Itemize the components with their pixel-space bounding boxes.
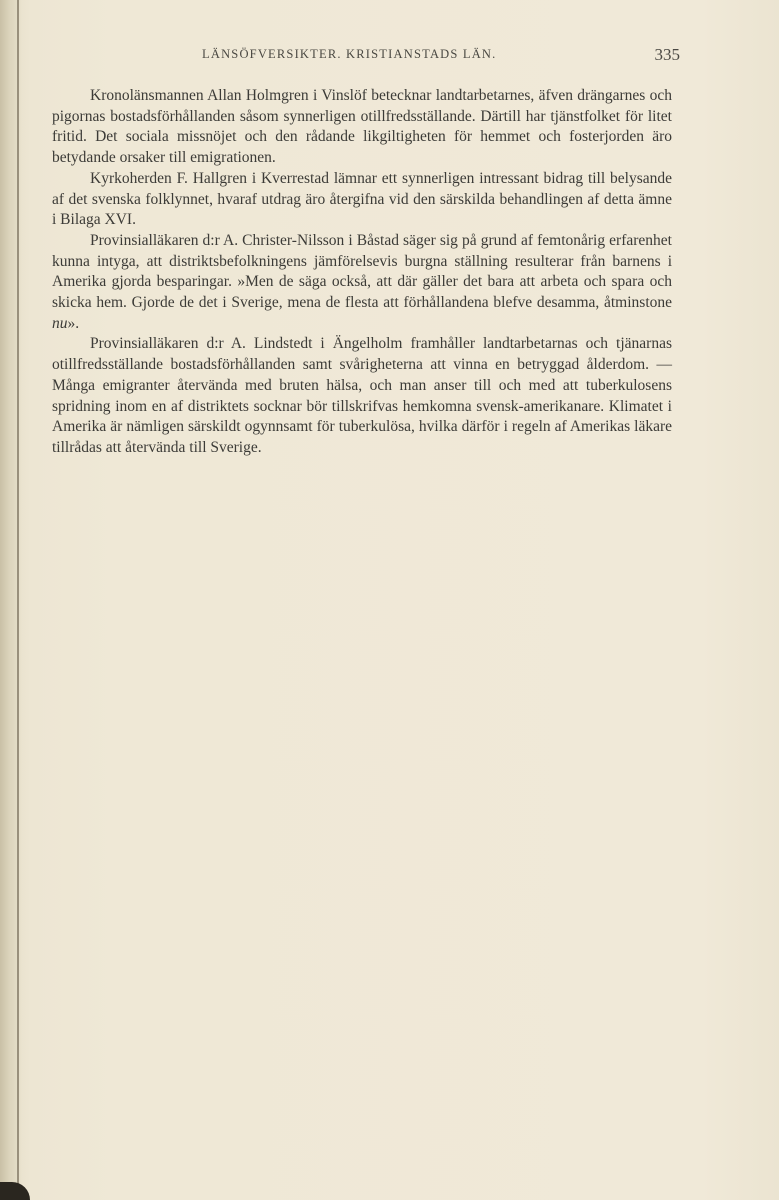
paragraph-text: Kyrkoherden F. Hallgren i Kverrestad lämnar ett synnerligen intressant bidrag till belysande af det svenska folklynnet, hvaraf utdrag äro återgifna vid den särskilda behandlingen af detta ämne i Bilaga XVI. — [52, 169, 672, 229]
paragraph-hallgren — [52, 169, 672, 231]
paragraph-text: Kronolänsmannen Allan Holmgren i Vinslöf betecknar landtarbetarnes, äfven drängarnes och pigornas bostadsförhållanden såsom synnerligen otillfredsställande. Därtill har tjänstfolket för litet fritid. Det sociala missnöjet och den rådande likgiltigheten för hemmet och fosterjorden äro betydande orsaker till emigrationen. — [52, 87, 672, 167]
page-number: 335 — [654, 45, 680, 64]
paragraph-holmgren — [52, 86, 672, 169]
running-head — [52, 47, 680, 67]
running-title: LÄNSÖFVERSIKTER. KRISTIANSTADS LÄN. — [202, 47, 497, 61]
paragraph-text: Provinsialläkaren d:r A. Christer-Nilsson i Båstad säger sig på grund af femtonårig erfarenhet kunna intyga, att distriktsbefolkningens jämförelsevis burgna ställning resulterar från barnens i Amerika gjorda besparingar. »Men de säga också, att där gäller det bara att arbeta och spara och skicka hem. Gjorde de det i Sverige, mena de flesta att förhållandena blefve desamma, åtminstone — [52, 231, 672, 312]
paragraph-lindstedt — [52, 334, 672, 458]
page-corner-shadow — [0, 1182, 30, 1200]
emphasis-nu: nu — [52, 314, 68, 332]
binding-edge-line — [17, 0, 19, 1200]
body-text — [52, 86, 672, 459]
quote-close: ». — [67, 314, 80, 332]
paragraph-christer-nilsson — [52, 231, 672, 335]
paragraph-text: Provinsialläkaren d:r A. Lindstedt i Ängelholm framhåller landtarbetarnas och tjänarnas otillfredsställande bostadsförhållanden samt svårigheterna att vinna en betryggad ålderdom. — Många emigranter återvända med bruten hälsa, och man anser till och med att tuberkulosens spridning inom en af distriktets socknar bör tillskrifvas hemkomna svensk-amerikanare. Klimatet i Amerika är nämligen särskildt ogynnsamt för tuberkulösa, hvilka därför i regeln af Amerikas läkare tillrådas att återvända till Sverige. — [52, 335, 672, 456]
